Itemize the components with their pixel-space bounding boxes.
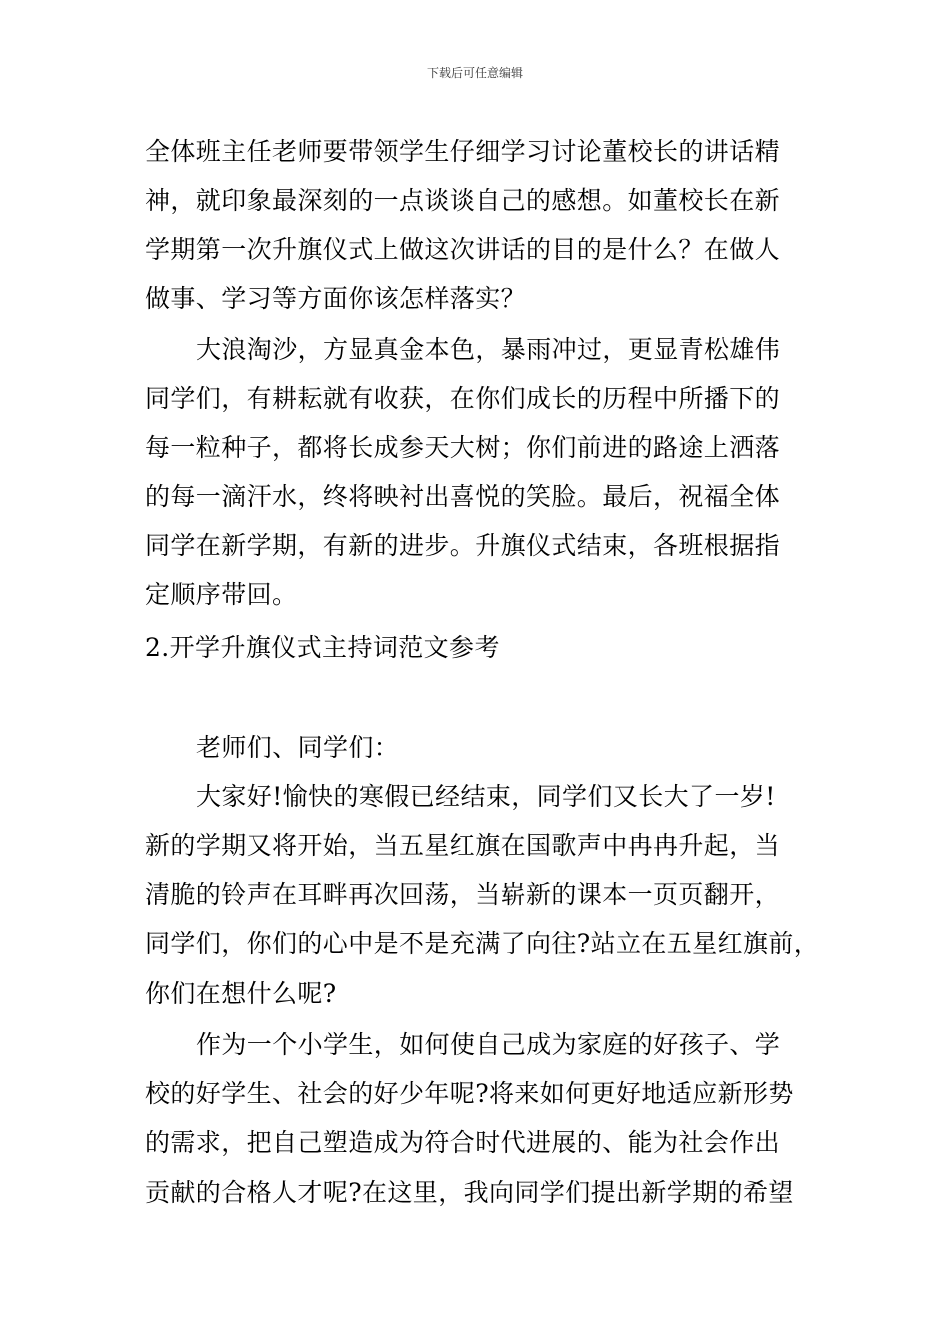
text-line: 全体班主任老师要带领学生仔细学习讨论董校长的讲话精 [145,137,781,166]
text-line: 大家好!愉快的寒假已经结束，同学们又长大了一岁! [196,782,776,811]
text-line: 新的学期又将开始，当五星红旗在国歌声中冉冉升起，当 [145,831,781,860]
text-line: 贡献的合格人才呢?在这里，我向同学们提出新学期的希望 [145,1178,794,1207]
text-line: 作为一个小学生，如何使自己成为家庭的好孩子、学 [196,1030,781,1059]
salutation: 老师们、同学们： [196,733,400,762]
text-line: 同学们，你们的心中是不是充满了向往?站立在五星红旗前， [145,929,820,958]
text-line: 每一粒种子，都将长成参天大树；你们前进的路途上洒落 [145,433,781,462]
text-line: 大浪淘沙，方显真金本色，暴雨冲过，更显青松雄伟 [196,335,781,364]
text-line: 的每一滴汗水，终将映衬出喜悦的笑脸。最后，祝福全体 [145,482,781,511]
text-line: 做事、学习等方面你该怎样落实？ [145,284,527,313]
text-line: 的需求，把自己塑造成为符合时代进展的、能为社会作出 [145,1128,781,1157]
text-line: 学期第一次升旗仪式上做这次讲话的目的是什么？在做人 [145,235,781,264]
section-heading: 2.开学升旗仪式主持词范文参考 [145,633,500,662]
text-line: 同学在新学期，有新的进步。升旗仪式结束，各班根据指 [145,531,781,560]
text-line: 你们在想什么呢? [145,979,337,1008]
text-line: 校的好学生、社会的好少年呢?将来如何更好地适应新形势 [145,1079,794,1108]
text-line: 定顺序带回。 [145,580,298,609]
page-header: 下载后可任意编辑 [426,66,523,80]
text-line: 同学们，有耕耘就有收获，在你们成长的历程中所播下的 [145,384,781,413]
text-line: 神，就印象最深刻的一点谈谈自己的感想。如董校长在新 [145,186,781,215]
text-line: 清脆的铃声在耳畔再次回荡，当崭新的课本一页页翻开， [145,880,781,909]
